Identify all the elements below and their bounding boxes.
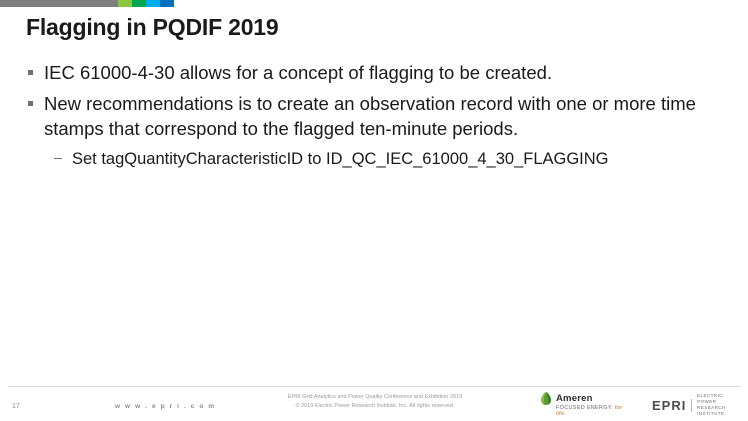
epri-logo [652,393,738,416]
ameren-wordmark: Ameren [556,393,593,404]
bullet-item [26,60,726,85]
footer-divider [8,386,740,387]
strip-segment-gray [0,0,118,7]
bullet-text: New recommendations is to create an observation record with one or more time stamps that correspond to the flagged ten-minute periods. [44,93,696,139]
epri-logo-divider [691,399,692,412]
top-color-strip [0,0,748,7]
page-title: Flagging in PQDIF 2019 [26,14,279,40]
bullet-square-icon [28,70,33,75]
ameren-tagline-italic: for life. [556,405,623,417]
strip-segment-white [174,0,748,7]
epri-sub-line-1: ELECTRIC POWER [697,393,723,404]
ameren-logo [536,391,626,415]
strip-segment-green [132,0,146,7]
ameren-tagline-plain: FOCUSED ENERGY. [556,405,613,411]
bullet-square-icon [28,101,33,106]
slide-body [26,60,726,171]
slide-number: 17 [12,403,20,410]
epri-sub-text [697,393,738,417]
sub-bullet-text: Set tagQuantityCharacteristicID to ID_QC_IEC_61000_4_30_FLAGGING [72,150,609,168]
ameren-tagline [556,405,626,417]
strip-segment-cyan [146,0,160,7]
footer-url: w w w . e p r i . c o m [115,403,216,410]
bullet-dash-icon [54,158,62,159]
footer-copyright: © 2019 Electric Power Research Institute, Inc. All rights reserved. [295,403,455,409]
strip-segment-lime [118,0,132,7]
epri-sub-line-2: RESEARCH INSTITUTE [697,405,726,416]
sub-bullet-item [26,148,726,171]
bullet-item [26,91,726,141]
strip-segment-blue [160,0,174,7]
footer-conference: EPRI Grid Analytics and Power Quality Conference and Exhibition 2019 [287,394,463,400]
leaf-icon [538,391,554,406]
footer-center-text [255,393,495,411]
bullet-text: IEC 61000-4-30 allows for a concept of flagging to be created. [44,62,553,83]
epri-wordmark: EPRI [652,397,687,413]
